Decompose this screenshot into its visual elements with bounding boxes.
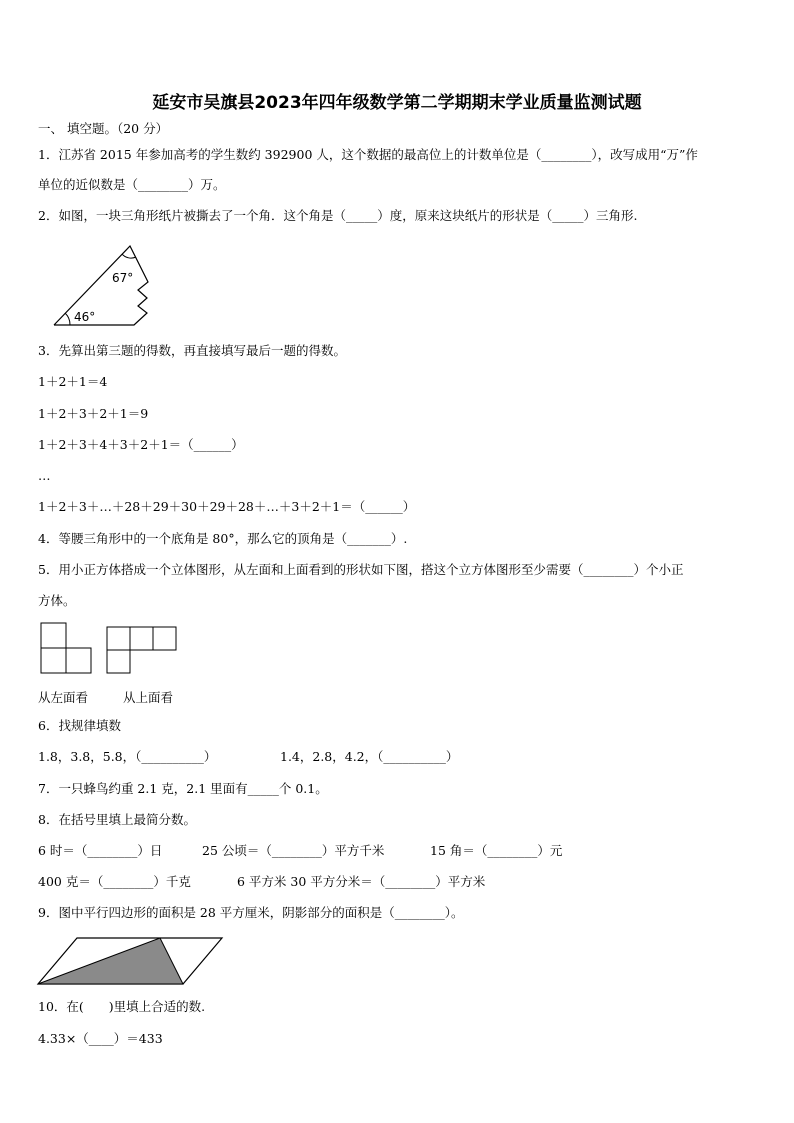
section-heading: 一、 填空题。（20 分）	[38, 121, 169, 136]
left-view-caption: 从左面看	[38, 690, 89, 705]
question-3: 3．先算出第三题的得数，再直接填写最后一题的得数。	[38, 343, 346, 358]
question-3-eq-4: 1＋2＋3＋…＋28＋29＋30＋29＋28＋…＋3＋2＋1＝（______）	[38, 499, 416, 514]
parallelogram-figure	[36, 935, 226, 987]
question-8-item-2: 25 公顷＝（________）平方千米	[202, 843, 385, 858]
question-8-item-1: 6 时＝（________）日	[38, 843, 163, 858]
question-8: 8．在括号里填上最简分数。	[38, 812, 196, 827]
torn-triangle-figure	[50, 240, 160, 330]
top-view-figure	[106, 626, 178, 674]
question-6-seq-2: 1.4，2.8，4.2，（__________）	[280, 749, 459, 764]
top-view-caption: 从上面看	[123, 690, 174, 705]
angle-67-label: 67°	[112, 271, 134, 285]
angle-46-label: 46°	[74, 310, 96, 324]
question-3-eq-3: 1＋2＋3＋4＋3＋2＋1＝（______）	[38, 437, 244, 452]
question-5-line-1: 5．用小正方体搭成一个立体图形，从左面和上面看到的形状如下图，搭这个立方体图形至少需要（________）个小正	[38, 562, 684, 577]
question-4: 4．等腰三角形中的一个底角是 80°，那么它的顶角是（_______）.	[38, 531, 408, 546]
question-5-line-2: 方体。	[38, 593, 76, 608]
question-1-line-2: 单位的近似数是（________）万。	[38, 177, 226, 192]
question-1-line-1: 1．江苏省 2015 年参加高考的学生数约 392900 人，这个数据的最高位上的计数单位是（________），改写成用“万”作	[38, 147, 698, 162]
question-3-eq-1: 1＋2＋1＝4	[38, 374, 108, 389]
question-8-item-3: 15 角＝（________）元	[430, 843, 563, 858]
question-10-eq: 4.33×（____）＝433	[38, 1031, 163, 1046]
left-view-figure	[40, 622, 94, 676]
question-2: 2．如图，一块三角形纸片被撕去了一个角．这个角是（_____）度，原来这块纸片的形状是（_____）三角形.	[38, 208, 638, 223]
question-3-eq-2: 1＋2＋3＋2＋1＝9	[38, 406, 149, 421]
question-6: 6．找规律填数	[38, 718, 121, 733]
page-title: 延安市吴旗县2023年四年级数学第二学期期末学业质量监测试题	[152, 93, 642, 113]
question-10: 10．在( )里填上合适的数.	[38, 999, 206, 1014]
question-8-item-4: 400 克＝（________）千克	[38, 874, 191, 889]
question-3-ellipsis: …	[38, 468, 51, 483]
question-7: 7．一只蜂鸟约重 2.1 克，2.1 里面有_____个 0.1。	[38, 781, 328, 796]
question-8-item-5: 6 平方米 30 平方分米＝（________）平方米	[237, 874, 486, 889]
question-6-seq-1: 1.8，3.8，5.8，（__________）	[38, 749, 217, 764]
question-9: 9．图中平行四边形的面积是 28 平方厘米，阴影部分的面积是（________）。	[38, 905, 464, 920]
